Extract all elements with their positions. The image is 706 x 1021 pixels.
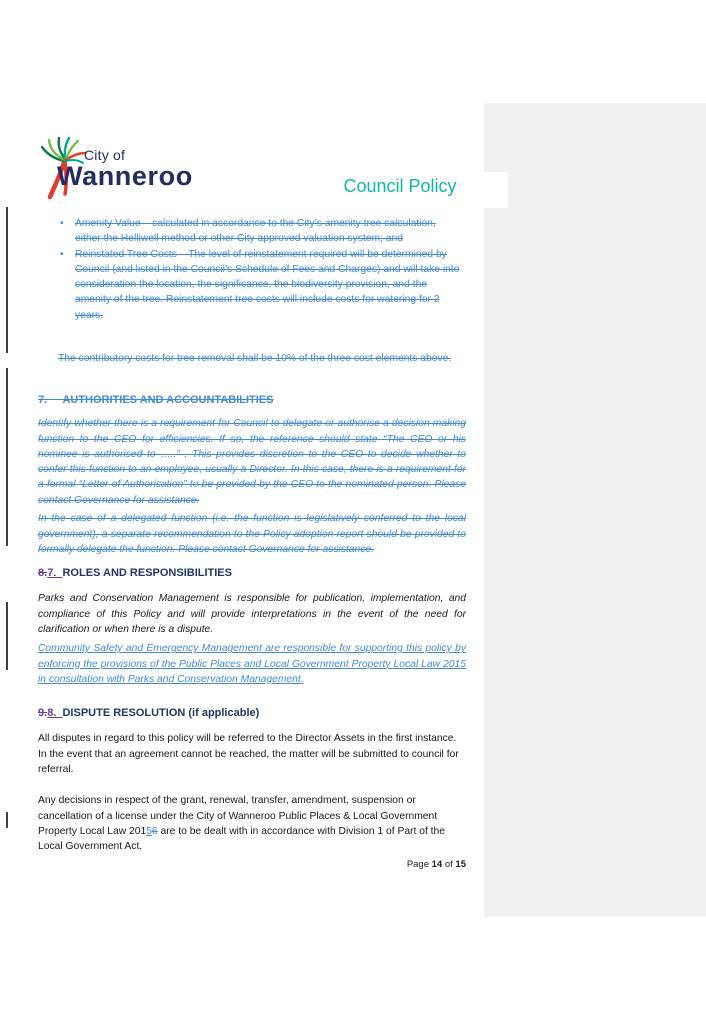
bullet-item-amenity-value: • Amenity Value – calculated in accordance to the City’s amenity tree calculation, either the Helliwell method or other City approved valuation system; and — [58, 216, 462, 247]
roles-inserted-paragraph: Community Safety and Emergency Management are responsible for supporting this policy by enforcing the provisions of the Public Places and Local Government Property Local Law 2015 in consultation with Parks and Conservation Management. — [38, 643, 466, 685]
dispute-paragraph-2-text-end: are to be dealt with in accordance with Division 1 of Part of the Local Government Act. — [38, 825, 445, 853]
bullet-item-reinstated-tree-costs: • Reinstated Tree Costs – The level of reinstatement required will be determined by Council (and listed in the Council’s Schedule of Fees and Charges) and will take into consideration the location, the significance, the biodiversity provision, and the amenity of the tree. Reinstatement tree costs will include costs for watering for 2 years. — [58, 247, 462, 323]
change-bar — [6, 207, 8, 353]
adjacent-page-background — [484, 103, 706, 917]
footer-page-label: Page — [406, 859, 432, 870]
change-bar — [6, 602, 8, 670]
deleted-bullet-list — [58, 216, 462, 323]
deleted-digit: 6 — [151, 825, 158, 837]
roles-inserted-number: 7. — [47, 567, 63, 579]
dispute-paragraph-2-text: Any decisions in respect of the grant, renewal, transfer, amendment, suspension or cancellation of a license under the City of Wanneroo Public Places & Local Government Property Local Law 201 — [38, 795, 438, 837]
dispute-heading-text: DISPUTE RESOLUTION (if applicable) — [62, 707, 260, 719]
dispute-deleted-number: 9. — [38, 707, 48, 719]
change-bar — [6, 812, 8, 828]
page-footer — [38, 859, 466, 870]
document-title: Council Policy — [343, 176, 457, 196]
roles-heading — [38, 567, 466, 580]
footer-of-label: of — [442, 859, 456, 870]
dispute-inserted-number: 8. — [47, 707, 63, 719]
logo-city-of-text: City of — [84, 147, 126, 163]
dispute-paragraph-2 — [38, 793, 462, 854]
dispute-paragraph-1: All disputes in regard to this policy will be referred to the Director Assets in the first instance. In the event that an agreement cannot be reached, the matter will be submitted to council for referral. — [38, 733, 459, 775]
wanneroo-logo — [40, 135, 250, 203]
logo-wanneroo-text: Wanneroo — [57, 161, 193, 191]
roles-heading-text: ROLES AND RESPONSIBILITIES — [62, 567, 232, 579]
authorities-paragraph-1: Identify whether there is a requirement for Council to delegate or authorise a decision making function to the CEO for efficiencies. If so, the reference should state “The CEO or his nominee is authorised to …..” . This provides discretion to the CEO to decide whether to confer this function to an employee, usually a Director. In this case, there is a requirement for a formal “Letter of Authorisation” to be provided by the CEO to the nominated person. Please contact Governance for assistance. — [38, 418, 466, 506]
authorities-heading-text: 7. AUTHORITIES AND ACCOUNTABILITIES — [38, 394, 274, 406]
authorities-heading — [38, 394, 466, 407]
deleted-contributory-paragraph: The contributory costs for tree removal shall be 10% of the three cost elements above. — [58, 353, 452, 365]
change-bar — [6, 368, 8, 546]
footer-page-total: 15 — [455, 859, 466, 870]
inserted-digit: 5 — [146, 825, 152, 837]
roles-paragraph: Parks and Conservation Management is responsible for publication, implementation, and compliance of this Policy and will provide interpretations in the event of the need for clarification or when there is a dispute. — [38, 593, 466, 635]
footer-page-number: 14 — [431, 859, 443, 870]
roles-deleted-number: 8. — [38, 567, 48, 579]
authorities-paragraph-2: In the case of a delegated function (i.e. the function is legislatively conferred to the local government), a separate recommendation to the Policy adoption report should be provided to formally delegate the function. Please contact Governance for assistance. — [38, 513, 466, 555]
dispute-heading — [38, 707, 466, 720]
